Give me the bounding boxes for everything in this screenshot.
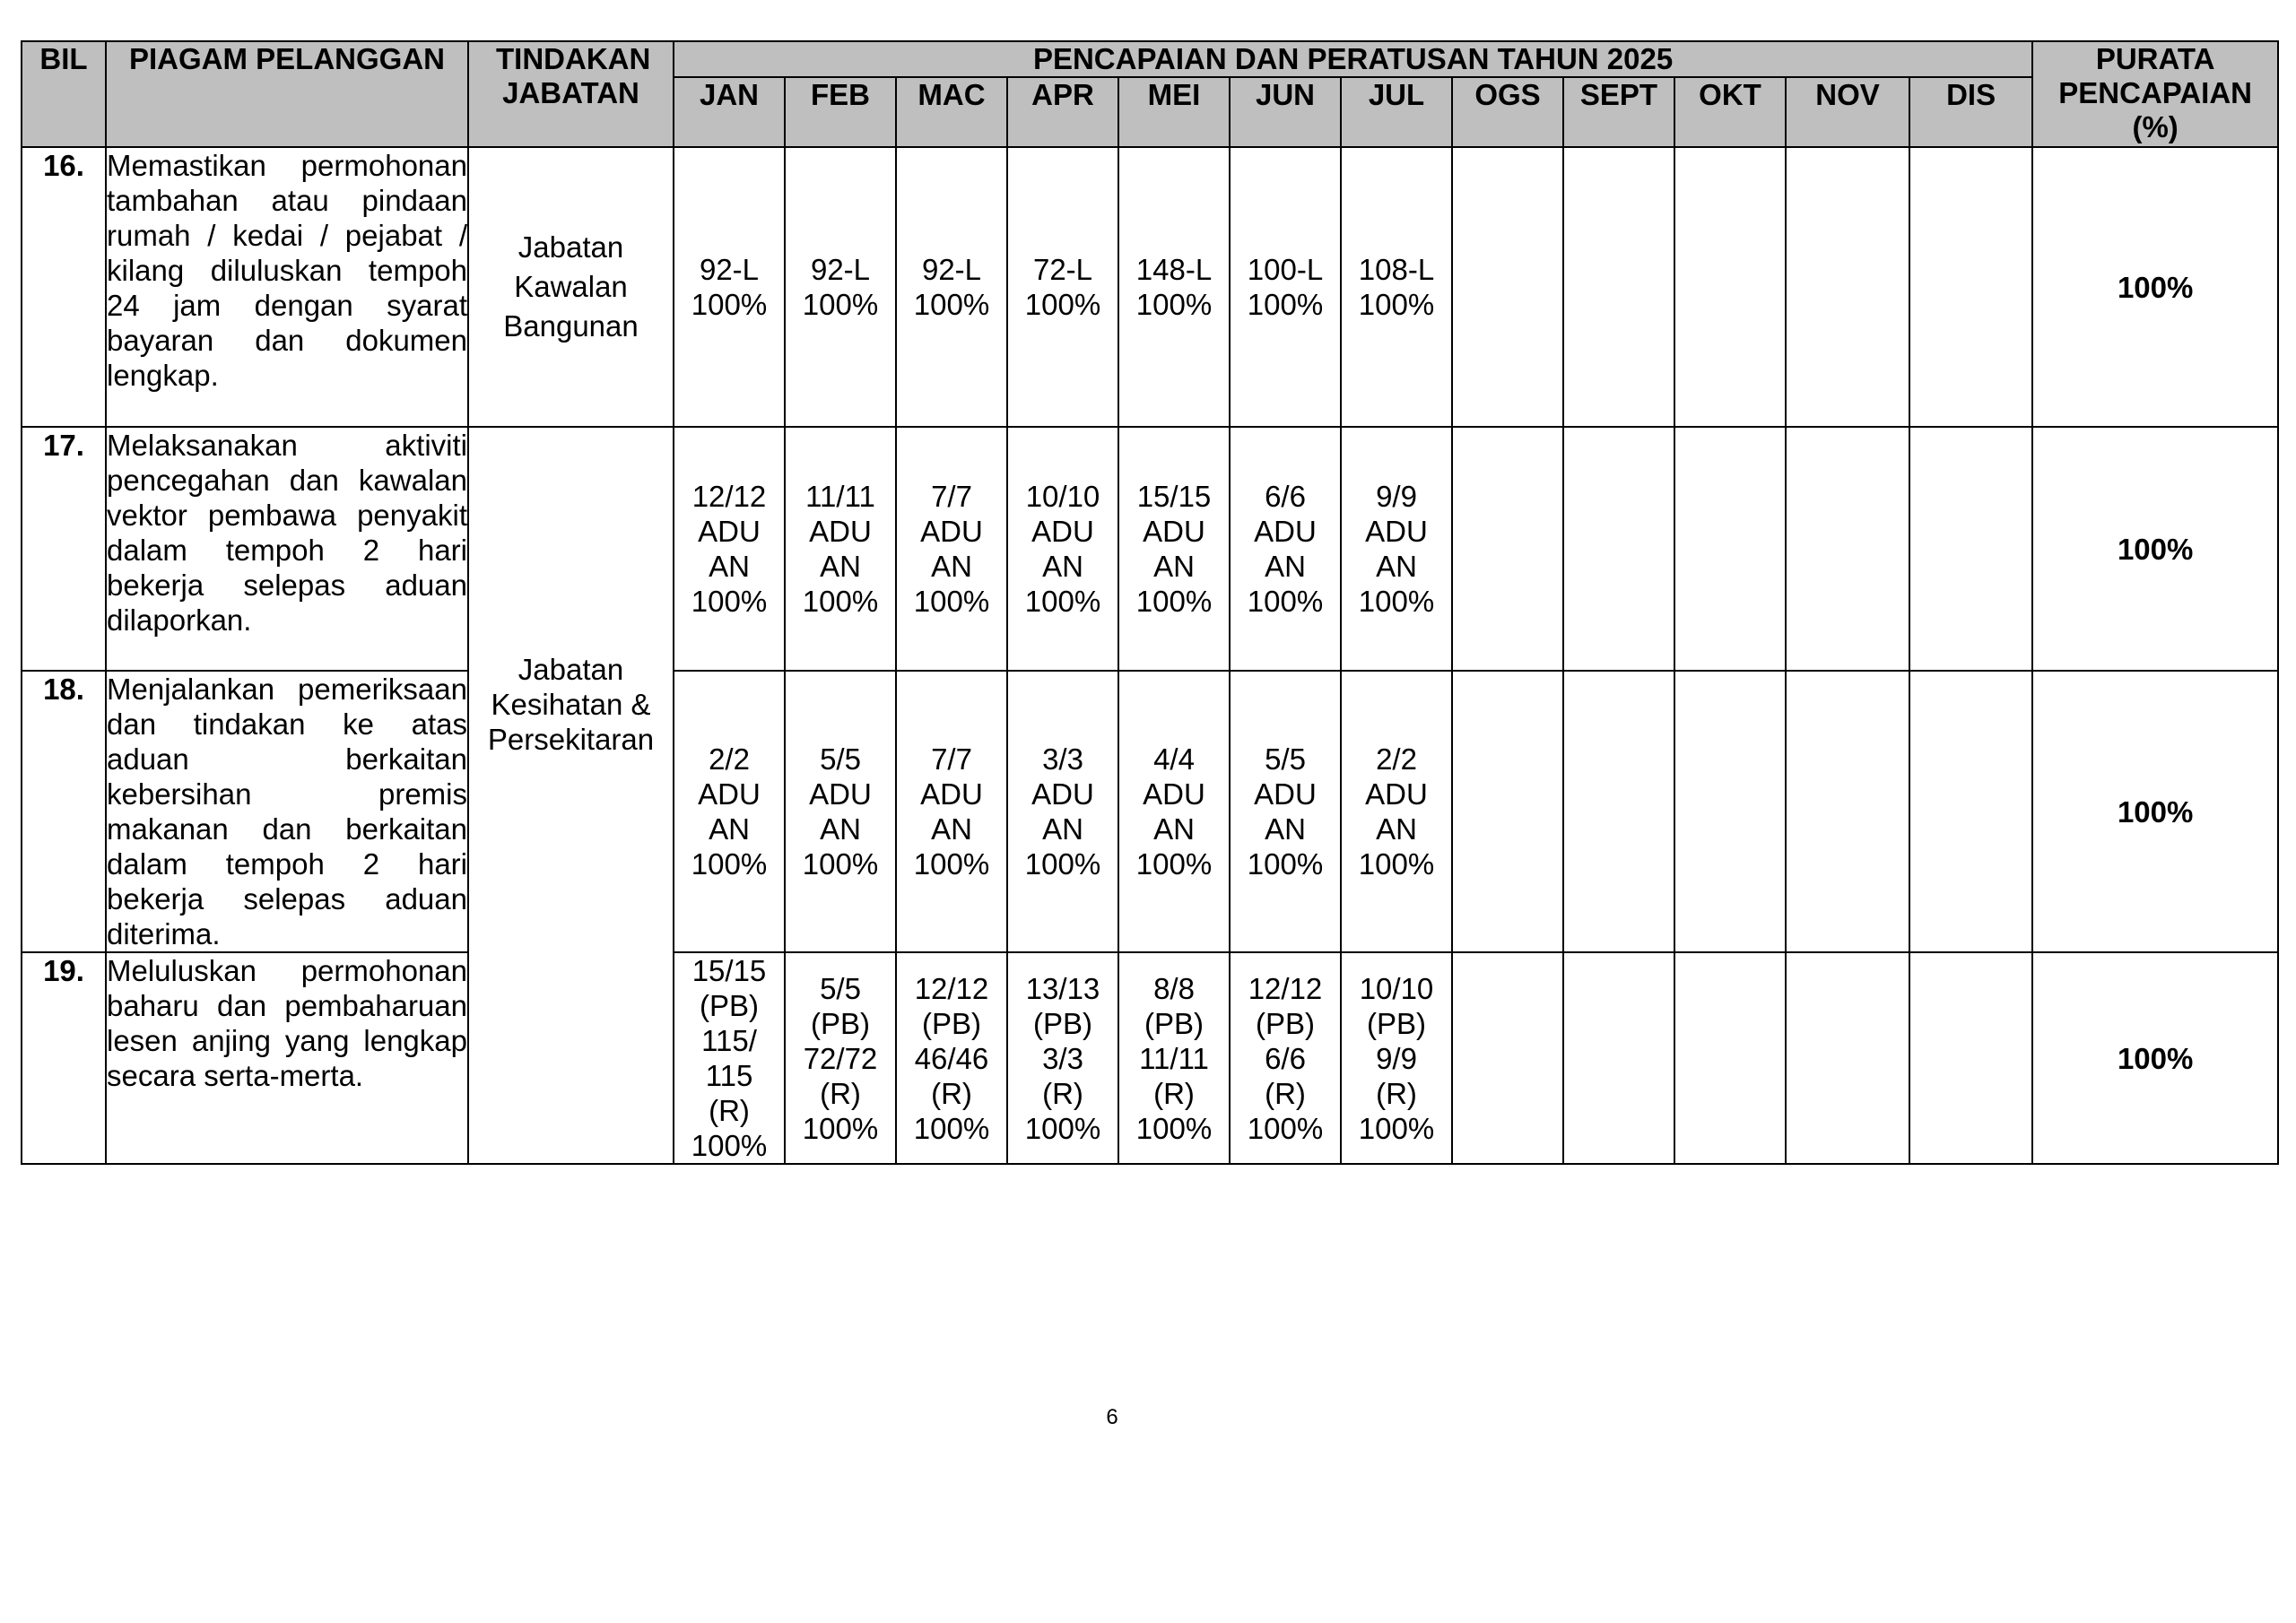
charter-text xyxy=(106,952,468,1164)
month-value-dis xyxy=(1909,147,2032,427)
charter-text-content: Meluluskan permohonan baharu dan pembaharuan lesen anjing yang lengkap secara serta-merta. xyxy=(107,954,467,1092)
cell-text: 11/11 ADU AN 100% xyxy=(802,480,879,618)
month-value-jul xyxy=(1341,952,1452,1164)
cell-text: 12/12 (PB) 6/6 (R) 100% xyxy=(1247,971,1324,1145)
row-number: 19. xyxy=(22,952,106,1164)
month-value-ogs xyxy=(1452,671,1563,952)
month-value-ogs xyxy=(1452,147,1563,427)
row-number: 16. xyxy=(22,147,106,427)
month-value-mac xyxy=(896,952,1007,1164)
month-value-jun xyxy=(1230,671,1341,952)
month-value-mei xyxy=(1118,952,1230,1164)
cell-text: 92-L 100% xyxy=(691,253,768,321)
month-value-ogs xyxy=(1452,427,1563,671)
header-tindakan-jabatan: TINDAKAN JABATAN xyxy=(468,41,674,147)
row-number: 18. xyxy=(22,671,106,952)
month-value-mei xyxy=(1118,671,1230,952)
cell-text: 2/2 ADU AN 100% xyxy=(1358,742,1435,881)
cell-text: 9/9 ADU AN 100% xyxy=(1358,480,1435,618)
month-value-sept xyxy=(1563,427,1674,671)
cell-text: 148-L 100% xyxy=(1135,253,1213,321)
table-row xyxy=(22,147,2278,427)
row-number: 17. xyxy=(22,427,106,671)
cell-text: 7/7 ADU AN 100% xyxy=(913,480,990,618)
month-value-dis xyxy=(1909,427,2032,671)
cell-text: 5/5 (PB) 72/72 (R) 100% xyxy=(802,971,879,1145)
header-month-ogs: OGS xyxy=(1452,77,1563,147)
month-value-dis xyxy=(1909,671,2032,952)
month-value-okt xyxy=(1674,427,1786,671)
month-value-feb xyxy=(785,427,896,671)
month-value-ogs xyxy=(1452,952,1563,1164)
month-value-jan xyxy=(674,147,785,427)
cell-text: 15/15 (PB) 115/ 115 (R) 100% xyxy=(691,954,768,1162)
charter-text-content: Memastikan permohonan tambahan atau pindaan rumah / kedai / pejabat / kilang diluluskan tempoh 24 jam dengan syarat bayaran dan dokumen lengkap. xyxy=(107,149,467,392)
month-value-jan xyxy=(674,952,785,1164)
cell-text: 13/13 (PB) 3/3 (R) 100% xyxy=(1024,971,1101,1145)
month-value-nov xyxy=(1786,427,1909,671)
month-value-apr xyxy=(1007,952,1118,1164)
cell-text: 10/10 (PB) 9/9 (R) 100% xyxy=(1358,971,1435,1145)
charter-text xyxy=(106,671,468,952)
cell-text: 8/8 (PB) 11/11 (R) 100% xyxy=(1135,971,1213,1145)
month-value-feb xyxy=(785,671,896,952)
month-value-dis xyxy=(1909,952,2032,1164)
month-value-mac xyxy=(896,427,1007,671)
header-month-apr: APR xyxy=(1007,77,1118,147)
header-month-jun: JUN xyxy=(1230,77,1341,147)
month-value-sept xyxy=(1563,671,1674,952)
cell-text: 100-L 100% xyxy=(1247,253,1324,321)
charter-text-content: Melaksanakan aktiviti pencegahan dan kawalan vektor pembawa penyakit dalam tempoh 2 hari bekerja selepas aduan dilaporkan. xyxy=(107,429,467,637)
charter-text xyxy=(106,427,468,671)
month-value-jan xyxy=(674,427,785,671)
cell-text: 92-L 100% xyxy=(802,253,879,321)
cell-text: 10/10 ADU AN 100% xyxy=(1024,480,1101,618)
header-month-feb: FEB xyxy=(785,77,896,147)
month-value-apr xyxy=(1007,671,1118,952)
header-month-dis: DIS xyxy=(1909,77,2032,147)
header-piagam-pelanggan: PIAGAM PELANGGAN xyxy=(106,41,468,147)
month-value-jan xyxy=(674,671,785,952)
month-value-jul xyxy=(1341,147,1452,427)
average-achievement: 100% xyxy=(2032,671,2278,952)
table-row xyxy=(22,427,2278,671)
cell-text: 2/2 ADU AN 100% xyxy=(691,742,768,881)
header-month-nov: NOV xyxy=(1786,77,1909,147)
month-value-mei xyxy=(1118,427,1230,671)
header-month-okt: OKT xyxy=(1674,77,1786,147)
month-value-mei xyxy=(1118,147,1230,427)
month-value-sept xyxy=(1563,952,1674,1164)
month-value-mac xyxy=(896,147,1007,427)
average-achievement: 100% xyxy=(2032,147,2278,427)
cell-text: 5/5 ADU AN 100% xyxy=(802,742,879,881)
month-value-feb xyxy=(785,147,896,427)
cell-text: 12/12 ADU AN 100% xyxy=(691,480,768,618)
month-value-okt xyxy=(1674,671,1786,952)
month-value-jul xyxy=(1341,671,1452,952)
month-value-sept xyxy=(1563,147,1674,427)
month-value-jun xyxy=(1230,147,1341,427)
cell-text: 4/4 ADU AN 100% xyxy=(1135,742,1213,881)
department-name: Jabatan Kawalan Bangunan xyxy=(468,147,674,427)
header-month-jan: JAN xyxy=(674,77,785,147)
cell-text: 6/6 ADU AN 100% xyxy=(1247,480,1324,618)
month-value-feb xyxy=(785,952,896,1164)
month-value-nov xyxy=(1786,147,1909,427)
month-value-okt xyxy=(1674,952,1786,1164)
header-month-jul: JUL xyxy=(1341,77,1452,147)
cell-text: 7/7 ADU AN 100% xyxy=(913,742,990,881)
page-number: 6 xyxy=(1106,1405,1118,1429)
month-value-jun xyxy=(1230,952,1341,1164)
department-name: Jabatan Kesihatan & Persekitaran xyxy=(468,427,674,1164)
cell-text: 3/3 ADU AN 100% xyxy=(1024,742,1101,881)
cell-text: 92-L 100% xyxy=(913,253,990,321)
month-value-nov xyxy=(1786,952,1909,1164)
cell-text: 108-L 100% xyxy=(1358,253,1435,321)
cell-text: 72-L 100% xyxy=(1024,253,1101,321)
average-achievement: 100% xyxy=(2032,427,2278,671)
header-purata-pencapaian: PURATA PENCAPAIAN (%) xyxy=(2032,41,2278,147)
header-month-mei: MEI xyxy=(1118,77,1230,147)
month-value-okt xyxy=(1674,147,1786,427)
header-pencapaian-group: PENCAPAIAN DAN PERATUSAN TAHUN 2025 xyxy=(674,41,2032,77)
average-achievement: 100% xyxy=(2032,952,2278,1164)
table-row xyxy=(22,671,2278,952)
month-value-nov xyxy=(1786,671,1909,952)
charter-text xyxy=(106,147,468,427)
header-month-sept: SEPT xyxy=(1563,77,1674,147)
header-bil: BIL xyxy=(22,41,106,147)
cell-text: 5/5 ADU AN 100% xyxy=(1247,742,1324,881)
month-value-jul xyxy=(1341,427,1452,671)
cell-text: 15/15 ADU AN 100% xyxy=(1135,480,1213,618)
month-value-mac xyxy=(896,671,1007,952)
cell-text: 12/12 (PB) 46/46 (R) 100% xyxy=(913,971,990,1145)
header-month-mac: MAC xyxy=(896,77,1007,147)
charter-text-content: Menjalankan pemeriksaan dan tindakan ke atas aduan berkaitan kebersihan premis makanan dan berkaitan dalam tempoh 2 hari bekerja selepas aduan diterima. xyxy=(107,673,467,950)
table-row xyxy=(22,952,2278,1164)
month-value-apr xyxy=(1007,147,1118,427)
month-value-apr xyxy=(1007,427,1118,671)
customer-charter-table xyxy=(21,40,2279,1165)
month-value-jun xyxy=(1230,427,1341,671)
